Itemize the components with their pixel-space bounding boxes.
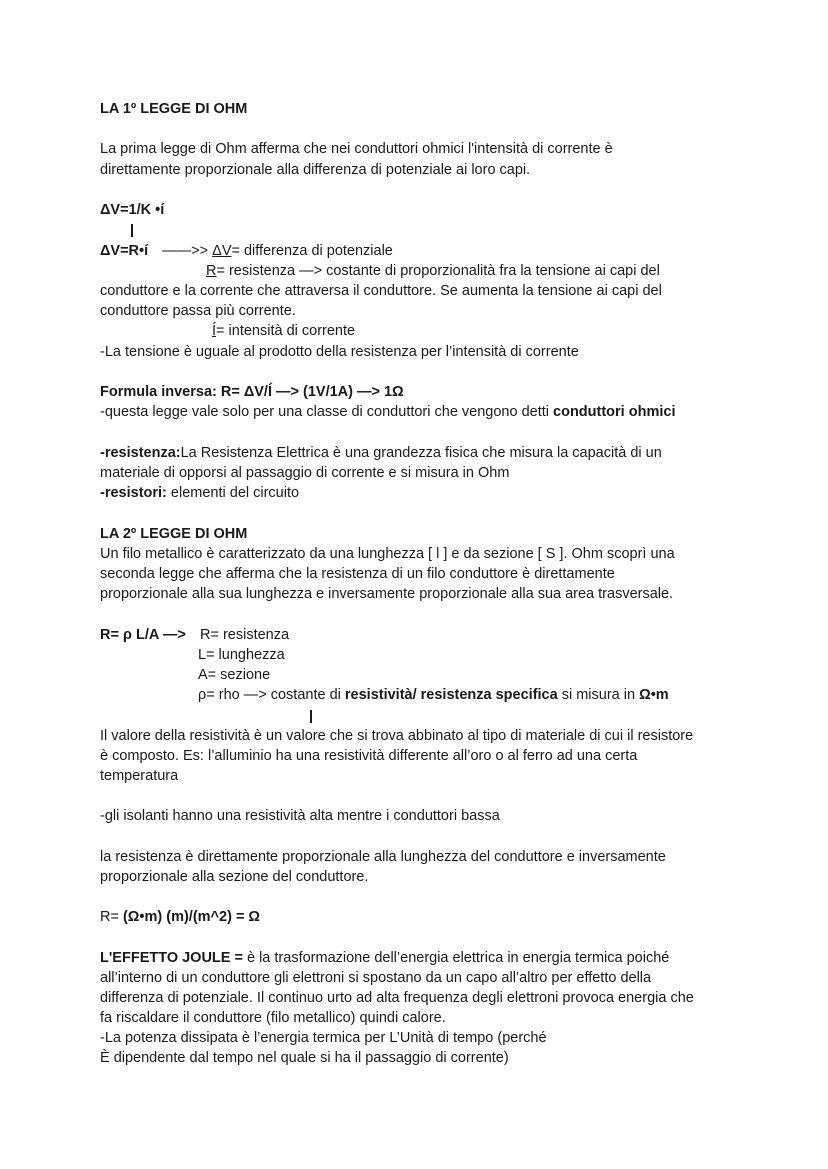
proportional-line-2: proporzionale alla sezione del conduttore.	[100, 869, 369, 885]
rho-mid: si misura in	[557, 687, 640, 703]
law2-line-1: Un filo metallico è caratterizzato da una lunghezza [ l ] e da sezione [ S ]. Ohm scoprì una	[100, 546, 675, 562]
joule-line-3: differenza di potenziale. Il continuo urto ad alta frequenza degli elettroni provoca energia che	[100, 990, 694, 1006]
formula-dv-r-row: ΔV=R•í ——>> ΔV= differenza di potenziale	[100, 243, 393, 259]
resistors-label: -resistori:	[100, 485, 167, 501]
arrow: ——>	[162, 243, 200, 259]
a-definition: A= sezione	[198, 667, 271, 683]
tension-line: -La tensione è uguale al prodotto della resistenza per l’intensità di corrente	[100, 344, 579, 360]
rho-definition	[198, 685, 669, 705]
law-validity-bold: conduttori ohmici	[553, 404, 676, 420]
formula-dv-r: ΔV=R•í	[100, 243, 149, 259]
r-symbol: R	[206, 263, 217, 279]
i-definition: = intensità di corrente	[216, 323, 356, 339]
l-definition: L= lunghezza	[198, 647, 285, 663]
formula-r-rho: R= ρ L/A —>	[100, 627, 186, 643]
r-definition: = resistenza —> costante di proporzionalità fra la tensione ai capi del	[216, 263, 660, 279]
law-validity	[100, 402, 675, 422]
insulators-line: -gli isolanti hanno una resistività alta mentre i conduttori bassa	[100, 808, 500, 824]
resistance-label: -resistenza:	[100, 445, 181, 461]
connector-line-2	[310, 710, 312, 723]
i-definition-row	[212, 321, 355, 341]
law2-line-3: proporzionale alla sua lunghezza e inversamente proporzionale alla sua area trasversale.	[100, 586, 674, 602]
dv-symbol: ΔV	[212, 243, 232, 259]
law2-line-2: seconda legge che afferma che la resistenza di un filo conduttore è direttamente	[100, 566, 615, 582]
units-prefix: R=	[100, 909, 123, 925]
joule-line-6: È dipendente dal tempo nel quale si ha il passaggio di corrente)	[100, 1050, 509, 1066]
resistivity-line-3: temperatura	[100, 768, 179, 784]
joule-text: è la trasformazione dell’energia elettrica in energia termica poiché	[242, 950, 670, 966]
units-formula	[100, 907, 260, 927]
resistance-text: La Resistenza Elettrica è una grandezza fisica che misura la capacità di un	[180, 445, 662, 461]
resistance-def	[100, 443, 662, 463]
intro-line-1: La prima legge di Ohm afferma che nei conduttori ohmici l'intensità di corrente è	[100, 141, 613, 157]
joule-line-2: all’interno di un conduttore gli elettroni si spostano da un capo all’altro per effetto della	[100, 970, 652, 986]
resistivity-line-2: è composto. Es: l’alluminio ha una resistività differente all’oro o al ferro ad una certa	[100, 748, 638, 764]
law-validity-text: -questa legge vale solo per una classe di conduttori che vengono detti	[100, 404, 554, 420]
r-definition-cont-1: conduttore e la corrente che attraversa il conduttore. Se aumenta la tensione ai capi del	[100, 283, 662, 299]
r-definition-row	[206, 261, 660, 281]
dv-definition: = differenza di potenziale	[231, 243, 393, 259]
i-symbol: Í	[212, 323, 217, 339]
resistors-def	[100, 483, 299, 503]
r-definition-cont-2: conduttore passa più corrente.	[100, 303, 296, 319]
resistivity-line-1: Il valore della resistività è un valore che si trova abbinato al tipo di materiale di cui il resistore	[100, 728, 694, 744]
rho-bold: resistività/ resistenza specifica	[344, 687, 558, 703]
formula-dv-k: ΔV=1/K •í	[100, 202, 165, 218]
rho-text: ρ= rho —> costante di	[198, 687, 345, 703]
inverse-formula: Formula inversa: R= ΔV/Í —> (1V/1A) —> 1Ω	[100, 384, 404, 400]
intro-line-2: direttamente proporzionale alla differenza di potenziale ai loro capi.	[100, 162, 531, 178]
rho-unit: Ω•m	[639, 687, 669, 703]
joule-label: L'EFFETTO JOULE =	[100, 950, 243, 966]
proportional-line-1: la resistenza è direttamente proporzionale alla lunghezza del conduttore e inversamente	[100, 849, 666, 865]
joule-def	[100, 948, 669, 968]
joule-line-5: -La potenza dissipata è l’energia termica per L’Unità di tempo (perché	[100, 1030, 547, 1046]
connector-line	[131, 224, 133, 237]
heading-second-law: LA 2º LEGGE DI OHM	[100, 526, 248, 542]
resistance-cont: materiale di opporsi al passaggio di corrente e si misura in Ohm	[100, 465, 510, 481]
r2-definition: R= resistenza	[200, 627, 290, 643]
units-bold: (Ω•m) (m)/(m^2) = Ω	[122, 909, 261, 925]
heading-first-law: LA 1º LEGGE DI OHM	[100, 101, 248, 117]
joule-line-4: fa riscaldare il conduttore (filo metallico) quindi calore.	[100, 1010, 446, 1026]
resistors-text: elementi del circuito	[166, 485, 300, 501]
